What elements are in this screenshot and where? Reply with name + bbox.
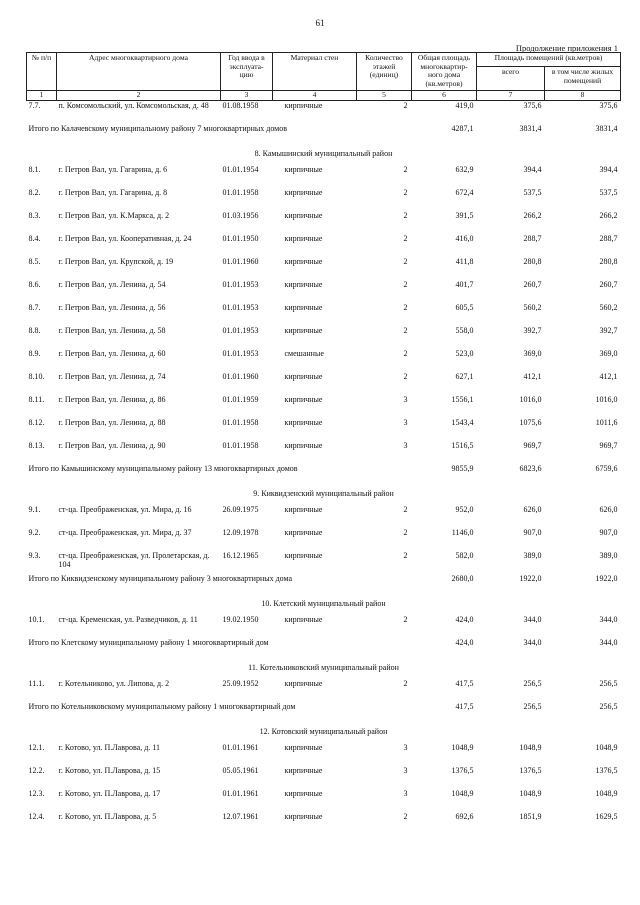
housing-table xyxy=(26,52,621,835)
row-premises-all: 260,7 xyxy=(523,279,542,289)
row-number: 8.11. xyxy=(28,394,45,404)
subtotal-total-area: 2680,0 xyxy=(451,573,474,583)
table-row xyxy=(27,280,621,303)
row-number: 9.1. xyxy=(28,504,41,514)
row-number: 10.1. xyxy=(28,614,45,624)
subtotal-total-area: 4287,1 xyxy=(451,123,474,133)
subtotal-total-area: 417,5 xyxy=(455,701,474,711)
row-total-area: 1376,5 xyxy=(451,765,474,775)
table-row xyxy=(27,679,621,702)
row-address: г. Петров Вал, ул. Гагарина, д. 8 xyxy=(58,187,168,197)
row-year: 01.01.1954 xyxy=(222,164,259,174)
row-year: 01.01.1960 xyxy=(222,256,259,266)
row-premises-residential: 1048,9 xyxy=(595,788,618,798)
row-premises-residential: 1376,5 xyxy=(595,765,618,775)
header-premises-area: Площадь помещений (кв.метров) xyxy=(477,53,621,67)
row-wall-material: кирпичные xyxy=(284,394,323,404)
row-premises-all: 288,7 xyxy=(523,233,542,243)
row-wall-material: кирпичные xyxy=(284,811,323,821)
row-wall-material: кирпичные xyxy=(284,302,323,312)
row-address: г. Петров Вал, ул. Крупской, д. 19 xyxy=(58,256,174,266)
col-number: 6 xyxy=(412,90,477,100)
subtotal-label: Итого по Камышинскому муниципальному району 13 многоквартирных домов xyxy=(28,463,298,473)
table-row xyxy=(27,211,621,234)
row-premises-all: 392,7 xyxy=(523,325,542,335)
table-row xyxy=(27,615,621,638)
row-year: 01.08.1958 xyxy=(222,100,259,110)
row-premises-all: 907,0 xyxy=(523,527,542,537)
row-premises-residential: 1011,6 xyxy=(595,417,618,427)
row-address: г. Петров Вал, ул. Ленина, д. 86 xyxy=(58,394,166,404)
row-floors: 2 xyxy=(403,187,408,197)
row-number: 9.2. xyxy=(28,527,41,537)
subtotal-premises-residential: 344,0 xyxy=(599,637,618,647)
subtotal-premises-residential: 3831,4 xyxy=(595,123,618,133)
header-walls: Материал стен xyxy=(273,53,357,91)
subtotal-premises-all: 1922,0 xyxy=(519,573,542,583)
section-title: 10. Клетский муниципальный район xyxy=(261,598,386,608)
continuation-note: Продолжение приложения 1 xyxy=(515,43,618,53)
row-address: г. Котово, ул. П.Лаврова, д. 11 xyxy=(58,742,160,752)
row-floors: 3 xyxy=(403,440,408,450)
table-row xyxy=(27,100,621,124)
row-floors: 3 xyxy=(403,417,408,427)
row-number: 8.9. xyxy=(28,348,41,358)
row-premises-all: 412,1 xyxy=(523,371,542,381)
subtotal-label: Итого по Котельниковскому муниципальному району 1 многоквартирный дом xyxy=(28,701,296,711)
row-floors: 2 xyxy=(403,371,408,381)
row-total-area: 952,0 xyxy=(455,504,474,514)
table-row xyxy=(27,257,621,280)
subtotal-label: Итого по Киквидзенскому муниципальному району 3 многоквартирных дома xyxy=(28,573,293,583)
subtotal-premises-all: 256,5 xyxy=(523,701,542,711)
table-row xyxy=(27,234,621,257)
row-total-area: 417,5 xyxy=(455,678,474,688)
row-total-area: 1048,9 xyxy=(451,742,474,752)
row-year: 01.01.1953 xyxy=(222,279,259,289)
row-number: 9.3. xyxy=(28,550,41,560)
subtotal-label: Итого по Клетскому муниципальному району 1 многоквартирный дом xyxy=(28,637,269,647)
row-year: 01.01.1960 xyxy=(222,371,259,381)
table-body xyxy=(27,100,621,835)
row-number: 12.2. xyxy=(28,765,45,775)
row-wall-material: кирпичные xyxy=(284,100,323,110)
row-floors: 2 xyxy=(403,256,408,266)
subtotal-row xyxy=(27,124,621,149)
table-row xyxy=(27,372,621,395)
row-premises-all: 266,2 xyxy=(523,210,542,220)
row-total-area: 672,4 xyxy=(455,187,474,197)
subtotal-premises-residential: 1922,0 xyxy=(595,573,618,583)
row-year: 05.05.1961 xyxy=(222,765,259,775)
row-wall-material: кирпичные xyxy=(284,765,323,775)
row-floors: 2 xyxy=(403,614,408,624)
section-title: 9. Киквидзенский муниципальный район xyxy=(253,488,394,498)
row-wall-material: кирпичные xyxy=(284,678,323,688)
row-floors: 2 xyxy=(403,527,408,537)
row-address: г. Петров Вал, ул. Ленина, д. 90 xyxy=(58,440,166,450)
table-row xyxy=(27,165,621,188)
row-total-area: 627,1 xyxy=(455,371,474,381)
row-address: г. Петров Вал, ул. Ленина, д. 88 xyxy=(58,417,166,427)
row-premises-all: 344,0 xyxy=(523,614,542,624)
row-address: г. Петров Вал, ул. Ленина, д. 56 xyxy=(58,302,166,312)
row-address: ст-ца. Кременская, ул. Разведчиков, д. 11 xyxy=(58,614,198,624)
row-number: 8.12. xyxy=(28,417,45,427)
table-row xyxy=(27,551,621,574)
section-title: 12. Котовский муниципальный район xyxy=(259,726,388,736)
row-address: г. Петров Вал, ул. Кооперативная, д. 24 xyxy=(58,233,192,243)
row-premises-all: 537,5 xyxy=(523,187,542,197)
row-year: 16.12.1965 xyxy=(222,550,259,560)
subtotal-row xyxy=(27,464,621,489)
row-wall-material: кирпичные xyxy=(284,371,323,381)
row-year: 01.01.1950 xyxy=(222,233,259,243)
row-number: 8.1. xyxy=(28,164,41,174)
row-address: г. Котово, ул. П.Лаврова, д. 5 xyxy=(58,811,157,821)
row-year: 25.09.1952 xyxy=(222,678,259,688)
row-year: 26.09.1975 xyxy=(222,504,259,514)
row-total-area: 605,5 xyxy=(455,302,474,312)
subtotal-premises-all: 6823,6 xyxy=(519,463,542,473)
row-number: 12.4. xyxy=(28,811,45,821)
header-residential: в том числе жилых помещений xyxy=(545,66,621,90)
row-premises-residential: 1048,9 xyxy=(595,742,618,752)
col-number: 7 xyxy=(477,90,545,100)
row-year: 01.01.1958 xyxy=(222,417,259,427)
row-wall-material: кирпичные xyxy=(284,256,323,266)
table-row xyxy=(27,418,621,441)
row-total-area: 391,5 xyxy=(455,210,474,220)
row-premises-all: 560,2 xyxy=(523,302,542,312)
section-title: 11. Котельниковский муниципальный район xyxy=(248,662,399,672)
row-floors: 2 xyxy=(403,550,408,560)
row-number: 8.2. xyxy=(28,187,41,197)
row-total-area: 632,9 xyxy=(455,164,474,174)
subtotal-floors-empty xyxy=(357,638,412,663)
table-row xyxy=(27,303,621,326)
row-floors: 2 xyxy=(403,233,408,243)
row-floors: 2 xyxy=(403,348,408,358)
table-row xyxy=(27,743,621,766)
row-wall-material: кирпичные xyxy=(284,440,323,450)
row-wall-material: кирпичные xyxy=(284,527,323,537)
row-premises-all: 280,8 xyxy=(523,256,542,266)
col-number: 3 xyxy=(221,90,273,100)
col-number: 5 xyxy=(357,90,412,100)
row-premises-all: 969,7 xyxy=(523,440,542,450)
row-number: 8.8. xyxy=(28,325,41,335)
row-total-area: 1543,4 xyxy=(451,417,474,427)
row-premises-residential: 560,2 xyxy=(599,302,618,312)
row-address: ст-ца. Преображенская, ул. Мира, д. 16 xyxy=(58,504,192,514)
subtotal-row xyxy=(27,638,621,663)
row-premises-residential: 260,7 xyxy=(599,279,618,289)
row-number: 8.10. xyxy=(28,371,45,381)
row-total-area: 523,0 xyxy=(455,348,474,358)
row-floors: 3 xyxy=(403,394,408,404)
col-number: 1 xyxy=(27,90,57,100)
subtotal-row xyxy=(27,574,621,599)
row-address: ст-ца. Преображенская, ул. Мира, д. 37 xyxy=(58,527,192,537)
row-number: 7.7. xyxy=(28,100,41,110)
row-address: г. Петров Вал, ул. Ленина, д. 74 xyxy=(58,371,166,381)
table-row xyxy=(27,505,621,528)
row-premises-residential: 1629,5 xyxy=(595,811,618,821)
page-number: 61 xyxy=(315,18,325,28)
subtotal-floors-empty xyxy=(357,124,412,149)
row-premises-residential: 266,2 xyxy=(599,210,618,220)
subtotal-total-area: 9855,9 xyxy=(451,463,474,473)
row-floors: 2 xyxy=(403,504,408,514)
row-premises-all: 256,5 xyxy=(523,678,542,688)
row-address: г. Петров Вал, ул. Ленина, д. 60 xyxy=(58,348,166,358)
row-total-area: 582,0 xyxy=(455,550,474,560)
section-row xyxy=(27,663,621,679)
row-address: г. Котово, ул. П.Лаврова, д. 15 xyxy=(58,765,161,775)
row-premises-residential: 626,0 xyxy=(599,504,618,514)
section-row xyxy=(27,149,621,165)
row-total-area: 419,0 xyxy=(455,100,474,110)
row-premises-residential: 375,6 xyxy=(599,100,618,110)
row-number: 12.1. xyxy=(28,742,45,752)
col-number: 4 xyxy=(273,90,357,100)
row-premises-residential: 288,7 xyxy=(599,233,618,243)
row-wall-material: кирпичные xyxy=(284,325,323,335)
row-wall-material: кирпичные xyxy=(284,504,323,514)
row-total-area: 401,7 xyxy=(455,279,474,289)
subtotal-total-area: 424,0 xyxy=(455,637,474,647)
column-number-row xyxy=(27,90,621,100)
row-year: 01.03.1956 xyxy=(222,210,259,220)
row-total-area: 424,0 xyxy=(455,614,474,624)
row-floors: 2 xyxy=(403,811,408,821)
row-address: г. Петров Вал, ул. Ленина, д. 54 xyxy=(58,279,166,289)
row-number: 11.1. xyxy=(28,678,45,688)
row-floors: 3 xyxy=(403,742,408,752)
row-premises-residential: 537,5 xyxy=(599,187,618,197)
table-row xyxy=(27,441,621,464)
row-premises-all: 1075,6 xyxy=(519,417,542,427)
row-address: г. Котельниково, ул. Липова, д. 2 xyxy=(58,678,170,688)
row-wall-material: кирпичные xyxy=(284,233,323,243)
subtotal-premises-all: 3831,4 xyxy=(519,123,542,133)
row-year: 01.01.1961 xyxy=(222,742,259,752)
row-total-area: 411,8 xyxy=(455,256,474,266)
row-address: г. Петров Вал, ул. Гагарина, д. 6 xyxy=(58,164,168,174)
row-premises-all: 1048,9 xyxy=(519,742,542,752)
subtotal-floors-empty xyxy=(357,464,412,489)
row-premises-residential: 369,0 xyxy=(599,348,618,358)
row-floors: 3 xyxy=(403,788,408,798)
row-year: 01.01.1958 xyxy=(222,440,259,450)
col-number: 2 xyxy=(57,90,221,100)
row-total-area: 1556,1 xyxy=(451,394,474,404)
subtotal-premises-residential: 6759,6 xyxy=(595,463,618,473)
table-row xyxy=(27,188,621,211)
row-floors: 2 xyxy=(403,100,408,110)
row-address: п. Комсомольский, ул. Комсомольская, д. 48 xyxy=(58,100,209,110)
table-row xyxy=(27,528,621,551)
row-wall-material: кирпичные xyxy=(284,210,323,220)
section-title: 8. Камышинский муниципальный район xyxy=(254,148,393,158)
row-year: 12.07.1961 xyxy=(222,811,259,821)
col-number: 8 xyxy=(545,90,621,100)
row-year: 01.01.1961 xyxy=(222,788,259,798)
table-row xyxy=(27,326,621,349)
subtotal-premises-residential: 256,5 xyxy=(599,701,618,711)
row-premises-all: 1016,0 xyxy=(519,394,542,404)
row-floors: 2 xyxy=(403,164,408,174)
table-row xyxy=(27,766,621,789)
row-number: 8.6. xyxy=(28,279,41,289)
row-number: 12.3. xyxy=(28,788,45,798)
row-floors: 2 xyxy=(403,302,408,312)
row-year: 01.01.1959 xyxy=(222,394,259,404)
section-row xyxy=(27,599,621,615)
row-premises-all: 1851,9 xyxy=(519,811,542,821)
row-premises-all: 375,6 xyxy=(523,100,542,110)
table-row xyxy=(27,349,621,372)
row-wall-material: кирпичные xyxy=(284,187,323,197)
row-premises-residential: 344,0 xyxy=(599,614,618,624)
row-year: 19.02.1950 xyxy=(222,614,259,624)
header-floors: Количество этажей (единиц) xyxy=(357,53,412,91)
row-wall-material: кирпичные xyxy=(284,614,323,624)
row-premises-residential: 907,0 xyxy=(599,527,618,537)
table-row xyxy=(27,789,621,812)
row-floors: 2 xyxy=(403,210,408,220)
row-address: ст-ца. Преображенская, ул. Пролетарская, д. 104 xyxy=(58,550,210,570)
row-wall-material: кирпичные xyxy=(284,788,323,798)
header-total-area: Общая площадь многоквартир- ного дома (кв.метров) xyxy=(412,53,477,91)
row-number: 8.7. xyxy=(28,302,41,312)
row-total-area: 1516,5 xyxy=(451,440,474,450)
row-premises-residential: 1016,0 xyxy=(595,394,618,404)
row-floors: 2 xyxy=(403,325,408,335)
row-year: 01.01.1953 xyxy=(222,348,259,358)
row-address: г. Петров Вал, ул. К.Маркса, д. 2 xyxy=(58,210,170,220)
row-wall-material: кирпичные xyxy=(284,742,323,752)
row-premises-all: 626,0 xyxy=(523,504,542,514)
row-premises-all: 1048,9 xyxy=(519,788,542,798)
row-premises-residential: 280,8 xyxy=(599,256,618,266)
header-no: № п/п xyxy=(27,53,57,91)
row-wall-material: кирпичные xyxy=(284,417,323,427)
row-number: 8.13. xyxy=(28,440,45,450)
section-row xyxy=(27,727,621,743)
row-wall-material: кирпичные xyxy=(284,550,323,560)
row-premises-all: 389,0 xyxy=(523,550,542,560)
row-address: г. Петров Вал, ул. Ленина, д. 58 xyxy=(58,325,166,335)
header-year: Год ввода в эксплуата- цию xyxy=(221,53,273,91)
row-premises-residential: 412,1 xyxy=(599,371,618,381)
row-total-area: 416,0 xyxy=(455,233,474,243)
row-wall-material: кирпичные xyxy=(284,164,323,174)
section-row xyxy=(27,489,621,505)
row-floors: 2 xyxy=(403,678,408,688)
row-total-area: 1146,0 xyxy=(451,527,474,537)
table-row xyxy=(27,395,621,418)
row-floors: 2 xyxy=(403,279,408,289)
row-address: г. Котово, ул. П.Лаврова, д. 17 xyxy=(58,788,161,798)
row-premises-all: 369,0 xyxy=(523,348,542,358)
row-year: 01.01.1958 xyxy=(222,187,259,197)
row-year: 12.09.1978 xyxy=(222,527,259,537)
row-total-area: 558,0 xyxy=(455,325,474,335)
row-year: 01.01.1953 xyxy=(222,325,259,335)
table-header xyxy=(27,53,621,101)
row-year: 01.01.1953 xyxy=(222,302,259,312)
row-premises-residential: 256,5 xyxy=(599,678,618,688)
row-premises-residential: 394,4 xyxy=(599,164,618,174)
header-address: Адрес многоквартирного дома xyxy=(57,53,221,91)
subtotal-premises-all: 344,0 xyxy=(523,637,542,647)
row-premises-all: 394,4 xyxy=(523,164,542,174)
row-premises-all: 1376,5 xyxy=(519,765,542,775)
subtotal-label: Итого по Калачевскому муниципальному району 7 многоквартирных домов xyxy=(28,123,288,133)
row-premises-residential: 389,0 xyxy=(599,550,618,560)
table-row xyxy=(27,812,621,835)
row-total-area: 1048,9 xyxy=(451,788,474,798)
row-wall-material: кирпичные xyxy=(284,279,323,289)
subtotal-row xyxy=(27,702,621,727)
row-number: 8.5. xyxy=(28,256,41,266)
row-number: 8.3. xyxy=(28,210,41,220)
row-premises-residential: 969,7 xyxy=(599,440,618,450)
row-total-area: 692,6 xyxy=(455,811,474,821)
row-premises-residential: 392,7 xyxy=(599,325,618,335)
row-number: 8.4. xyxy=(28,233,41,243)
row-floors: 3 xyxy=(403,765,408,775)
subtotal-floors-empty xyxy=(357,574,412,599)
row-wall-material: смешанные xyxy=(284,348,324,358)
subtotal-floors-empty xyxy=(357,702,412,727)
header-all: всего xyxy=(477,66,545,90)
